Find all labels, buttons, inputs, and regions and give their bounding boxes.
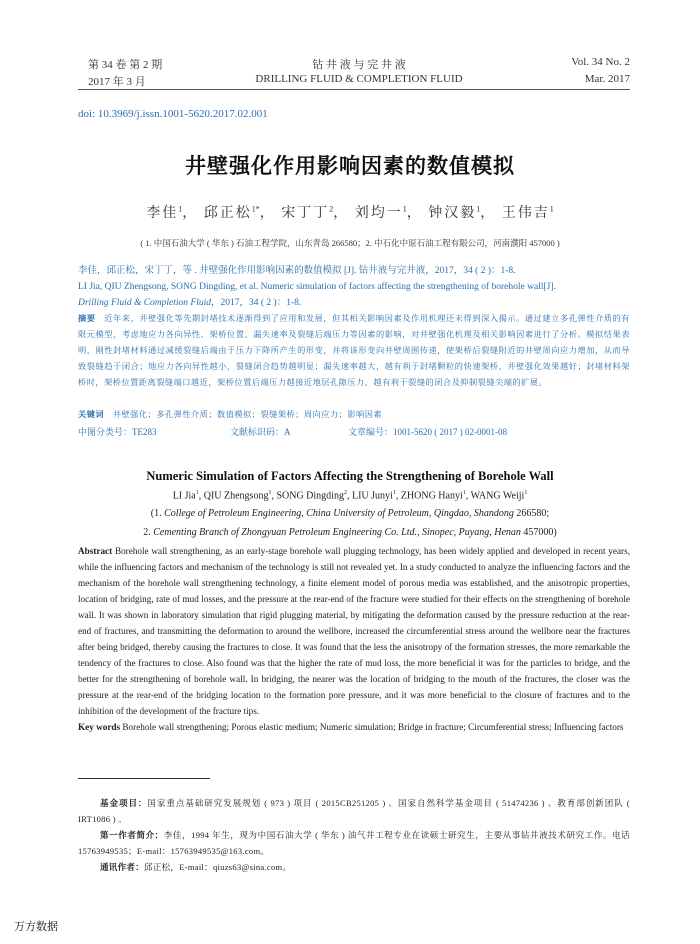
affil-prefix: (1.	[150, 508, 165, 519]
affiliation-en-1	[0, 508, 700, 519]
keywords-cn	[78, 407, 630, 423]
affil-suffix: 457000)	[520, 527, 557, 538]
article-number: 文章编号：1001-5620 ( 2017 ) 02-0001-08	[348, 427, 507, 437]
keywords-cn-text: 井壁强化；多孔弹性介质；数值模拟；裂缝架桥；周向应力；影响因素	[104, 410, 383, 419]
clc-number: 中图分类号：TE283	[78, 427, 157, 437]
author-cn: 宋丁丁	[281, 206, 330, 221]
affiliation-en-2	[0, 527, 700, 538]
first-author-text: 李佳，1994 年生，现为中国石油大学 ( 华东 ) 油气井工程专业在读硕士研究生，主要从事钻井液技术研究工作。电话 15763949535；E-mail：15763949535@163.com。	[78, 830, 630, 856]
journal-name-en: DRILLING FLUID & COMPLETION FLUID	[255, 73, 463, 85]
footnote-corresponding	[78, 859, 630, 875]
journal-name-cn: 钻 井 液 与 完 井 液	[312, 59, 406, 71]
abstract-en-label: Abstract	[78, 546, 113, 556]
volume-en: Vol. 34 No. 2	[571, 56, 630, 68]
author-en: ZHONG Hanyi	[400, 490, 463, 502]
header-rule	[78, 89, 630, 90]
citation-journal: Drilling Fluid & Completion Fluid	[78, 298, 211, 308]
citation-cn: 李佳，邱正松，宋丁丁，等 . 井壁强化作用影响因素的数值模拟 [J]. 钻井液与完井液，2017，34 ( 2 )：1-8.	[78, 266, 516, 276]
keywords-en-label: Key words	[78, 722, 121, 732]
author-sup: 2	[329, 204, 334, 214]
author-en: SONG Dingding	[276, 490, 344, 502]
author-sep: ,	[198, 490, 204, 502]
keywords-cn-label: 关键词	[78, 410, 105, 419]
author-en: QIU Zhengsong	[203, 490, 269, 502]
author-sep: ,	[271, 490, 277, 502]
doi: doi: 10.3969/j.issn.1001-5620.2017.02.001	[78, 108, 268, 120]
author-en: LI Jia	[172, 490, 196, 502]
citation-en	[78, 279, 630, 311]
title-cn: 井壁强化作用影响因素的数值模拟	[185, 154, 515, 178]
author-cn: 钟汉毅	[428, 206, 477, 221]
author-sup: 1	[402, 204, 407, 214]
author-sup: 1*	[251, 204, 260, 214]
volume-cn: 第 34 卷 第 2 期	[88, 59, 163, 71]
footnote-fund	[78, 795, 630, 827]
affiliation-cn: ( 1. 中国石油大学 ( 华东 ) 石油工程学院，山东青岛 266580；2. 中石化中原石油工程有限公司，河南濮阳 457000 )	[140, 238, 560, 248]
date-cn: 2017 年 3 月	[88, 76, 146, 88]
watermark-footer: 万方数据	[14, 920, 58, 933]
date-en: Mar. 2017	[584, 73, 630, 85]
authors-en	[0, 490, 700, 501]
fund-text: 国家重点基础研究发展规划 ( 973 ) 项目 ( 2015CB251205 ) 、国家自然科学基金项目 ( 51474236 ) 、教育部创新团队 ( IRT1086 ) 。	[78, 798, 630, 824]
citation-en-b: ，2017，34 ( 2 )：1-8.	[211, 298, 302, 308]
abstract-en	[78, 543, 630, 735]
author-en: WANG Weiji	[470, 490, 525, 502]
corresponding-label: 通讯作者：	[100, 862, 145, 872]
author-sup: 1	[462, 490, 466, 496]
author-sup: 2	[343, 490, 347, 496]
corresponding-text: 邱正松，E-mail：qiuzs63@sina.com。	[144, 862, 292, 872]
author-sup: 1	[178, 204, 183, 214]
author-en: LIU Junyi	[351, 490, 393, 502]
author-sup: 1	[524, 490, 528, 496]
author-sup: 1	[268, 490, 272, 496]
doc-code: 文献标识码：A	[230, 427, 291, 437]
author-sup: 1	[476, 204, 481, 214]
authors-cn: 李佳$^1$， 邱正松$^{1*}$， 宋丁丁$^2$， 刘均一$^1$， 钟汉毅$^1$， 王伟吉$^1$	[146, 204, 554, 221]
affil-suffix: 266580;	[513, 508, 550, 519]
author-cn: 李佳	[146, 206, 179, 221]
affil-text: College of Petroleum Engineering, China University of Petroleum, Qingdao, Shandong	[164, 508, 514, 519]
author-sep: ,	[346, 490, 352, 502]
first-author-label: 第一作者简介：	[100, 830, 164, 840]
author-sup: 1	[392, 490, 396, 496]
author-sep: ,	[465, 490, 471, 502]
title-en: Numeric Simulation of Factors Affecting the Strengthening of Borehole Wall	[146, 469, 554, 483]
footnote-rule	[78, 778, 210, 779]
abstract-cn-text: 近年来，井壁强化等先期封堵技术逐渐得到了应用和发展，但其相关影响因素及作用机理还未得到深入揭示。通过建立多孔弹性介质的有限元模型，考虑地应力各向异性、架桥位置、漏失速率及裂缝后端压力等因素的影响，对井壁强化机理及相关影响因素进行了分析。模拟结果表明，刚性封堵材料通过减缓裂缝后端由于压力下降所产生的形变，并将该形变向井壁周围传递，使架桥后裂缝附近的井壁周向应力增加，从而导致裂缝趋于闭合；地应力各向异性越小，裂缝闭合趋势越明显；漏失速率越大，越有利于封堵颗粒的快速架桥，井壁强化效果越好；封堵材料架桥时，架桥位置距离裂缝端口越近，架桥位置后端压力越接近地层孔隙压力，越有利于裂缝的闭合及抑制裂缝尖端的扩展。	[78, 314, 630, 387]
author-sup: 1	[195, 490, 199, 496]
affil-prefix: 2.	[143, 527, 154, 538]
author-cn: 王伟吉	[501, 206, 550, 221]
citation-en-a: LI Jia, QIU Zhengsong, SONG Dingding, et al. Numeric simulation of factors affecting the strengthening of borehole wall[J].	[78, 282, 556, 292]
abstract-en-text: Borehole wall strengthening, as an early-stage borehole wall plugging technology, has been widely applied and developed in recent years, while the influencing factors and mechanism of the technology is still not revealed yet. In a study conducted to analyze the influencing factors and the mechanism of the borehole wall strengthening technology, a finite element model of porous media was established, and the anisotropic properties, location of bridging, rate of mud losses, and the pressure at the rear-end of the fracture were studied for their effects on the strengthening of borehole wall. It was shown in laboratory simulation that rigid plugging material, by mitigating the deformation caused by the pressure reduction at the rear-end of fractures, and transmitting the deformation to around the wellbore, increased the circumferential stress around the wellbore near the fractures after being bridged, thereby causing the fractures to close. It was found that the less the anisotropy of the formation stresses, the more remarkable the tendency of the fractures to close. Also found was that the higher the rate of mud loss, the more beneficial it was for the particles to bridge, and the better for the strengthening of borehole wall. In bridging, the nearer was the location of bridging to the mouth of the fractures, the closer was the pressure at the rear-end of the bridging location to the formation pore pressure, and it was more beneficial to the closure of fractures and to the inhibition of the development of the fracture tips.	[78, 546, 630, 716]
affil-text: Cementing Branch of Zhongyuan Petroleum Engineering Co. Ltd., Sinopec, Puyang, Henan	[153, 527, 521, 538]
author-sep: ,	[395, 490, 401, 502]
abstract-cn	[78, 311, 630, 391]
fund-label: 基金项目：	[100, 798, 148, 808]
author-cn: 刘均一	[354, 206, 403, 221]
abstract-cn-label: 摘要	[78, 314, 96, 323]
footnote-first-author	[78, 827, 630, 859]
author-sup: 1	[549, 204, 554, 214]
keywords-en-text: Borehole wall strengthening; Porous elastic medium; Numeric simulation; Bridge in fracture; Circumferential stress; Influencing factors	[120, 722, 624, 732]
author-cn: 邱正松	[203, 206, 252, 221]
